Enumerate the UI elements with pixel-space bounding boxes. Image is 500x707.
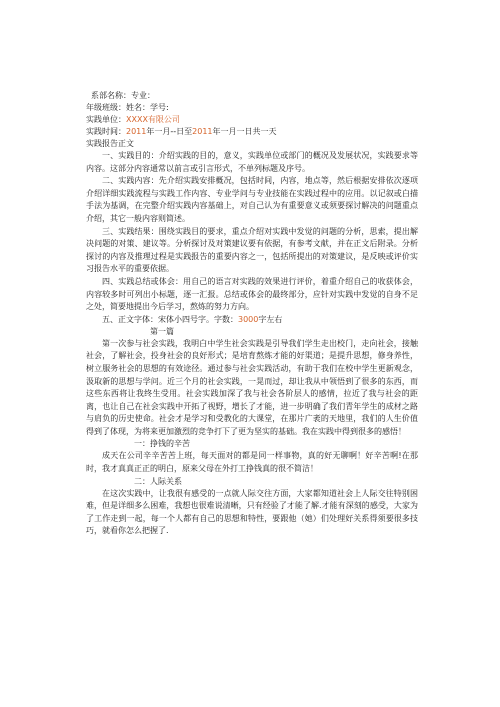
time-year-end: 2011 bbox=[192, 127, 213, 136]
time-year-start: 2011 bbox=[126, 127, 147, 136]
time-mid: 年一月--日至 bbox=[146, 127, 193, 136]
unit-label: 实践单位： bbox=[86, 115, 126, 124]
section-title: 二：人际关系 bbox=[134, 476, 182, 486]
dept-line: 系部名称：专业： bbox=[91, 91, 155, 100]
font-requirement-line bbox=[86, 314, 418, 326]
report-title: 实践报告正文 bbox=[86, 139, 134, 148]
paragraph-results: 三、实践结果：围绕实践目的要求，重点介绍对实践中发觉的问题的分析，思索，提出解决问题的对策、建议等。分析探讨及对策建议要有依据，有参考文献，并在正文后附录。分析探讨的内容及推理过程是实践报告的重要内容之一，包括所提出的对策建议，是反映或评价实习报告水平的重要依据。 bbox=[86, 226, 418, 274]
section-title: 一：挣钱的辛苦 bbox=[134, 439, 190, 449]
font-line-suffix: 字左右 bbox=[258, 314, 283, 324]
word-count: 3000 bbox=[238, 314, 259, 324]
paragraph-content: 二、实践内容：先介绍实践安排概况，包括时间，内容，地点等，然后根据安排依次逐项介绍详细实践流程与实践工作内容、专业学问与专业技能在实践过程中的应用。以记叙或白描手法为基调，在完整介绍实践内容基础上，对自己认为有重要意义或须要探讨解决的问题重点介绍，其它一般内容则简述。 bbox=[86, 176, 418, 223]
section-paragraph: 在这次实践中，让我很有感受的一点就人际交往方面，大家都知道社会上人际交往特别困难，但是详细多么困难，我想也很难说清晰，只有经验了才能了解.才能有深刻的感受，大家为了工作走到一起，每一个人都有自己的思想和特性，要跟他（她）们处理好关系得须要很多技巧，就看你怎么把握了. bbox=[86, 488, 418, 536]
unit-value: XXXX有限公司 bbox=[126, 115, 180, 124]
time-line bbox=[86, 126, 418, 138]
unit-line bbox=[86, 114, 418, 126]
grade-line: 年级班级：姓名：学号: bbox=[86, 103, 169, 112]
body-paragraph: 第一次参与社会实践，我明白中学生社会实践是引导我们学生走出校门，走向社会，接触社会，了解社会，投身社会的良好形式；是培育熬炼才能的好渠道；是提升思想，修身养性，树立服务社会的思想的有效途径。通过参与社会实践活动，有助于我们在校中学生更新观念，汲取新的思想与学问。近三个月的社会实践，一晃而过，却让我从中领悟到了很多的东西，而这些东西将让我终生受用。社会实践加深了我与社会各阶层人的感情，拉近了我与社会的距离，也让自己在社会实践中开拓了视野，增长了才能，进一步明确了我们青年学生的成材之路与肩负的历史使命。社会才是学习和受教化的大课堂，在那片广袤的天地里，我们的人生价值得到了体现，为将来更加激烈的竞争打下了更为坚实的基础。我在实践中得到很多的感悟！ bbox=[86, 338, 418, 436]
font-line-prefix: 五、正文字体：宋体小四号字。字数： bbox=[102, 314, 238, 324]
time-label: 实践时间： bbox=[86, 127, 126, 136]
time-end: 年一月一日共一天 bbox=[212, 127, 277, 136]
paragraph-summary: 四、实践总结或体会：用自己的语言对实践的效果进行评价，着重介绍自己的收获体会，内容较多时可列出小标题，逐一汇报。总结或体会的最终部分，应针对实践中发觉的自身不足之处，简要地提出今后学习，熬炼的努力方向。 bbox=[86, 276, 418, 312]
paragraph-purpose: 一、实践目的：介绍实践的目的，意义，实践单位或部门的概况及发展状况，实践要求等内容。这部分内容通常以前言或引言形式，不单列标题及序号。 bbox=[86, 151, 418, 173]
chapter-title: 第一篇 bbox=[150, 326, 174, 336]
report-body bbox=[86, 90, 418, 538]
section-paragraph: 成天在公司辛辛苦苦上班，每天面对的都是同一样事物，真的好无聊啊！好辛苦啊!在那时，我才真真正正的明白，原来父母在外打工挣钱真的很不简洁！ bbox=[86, 451, 418, 474]
